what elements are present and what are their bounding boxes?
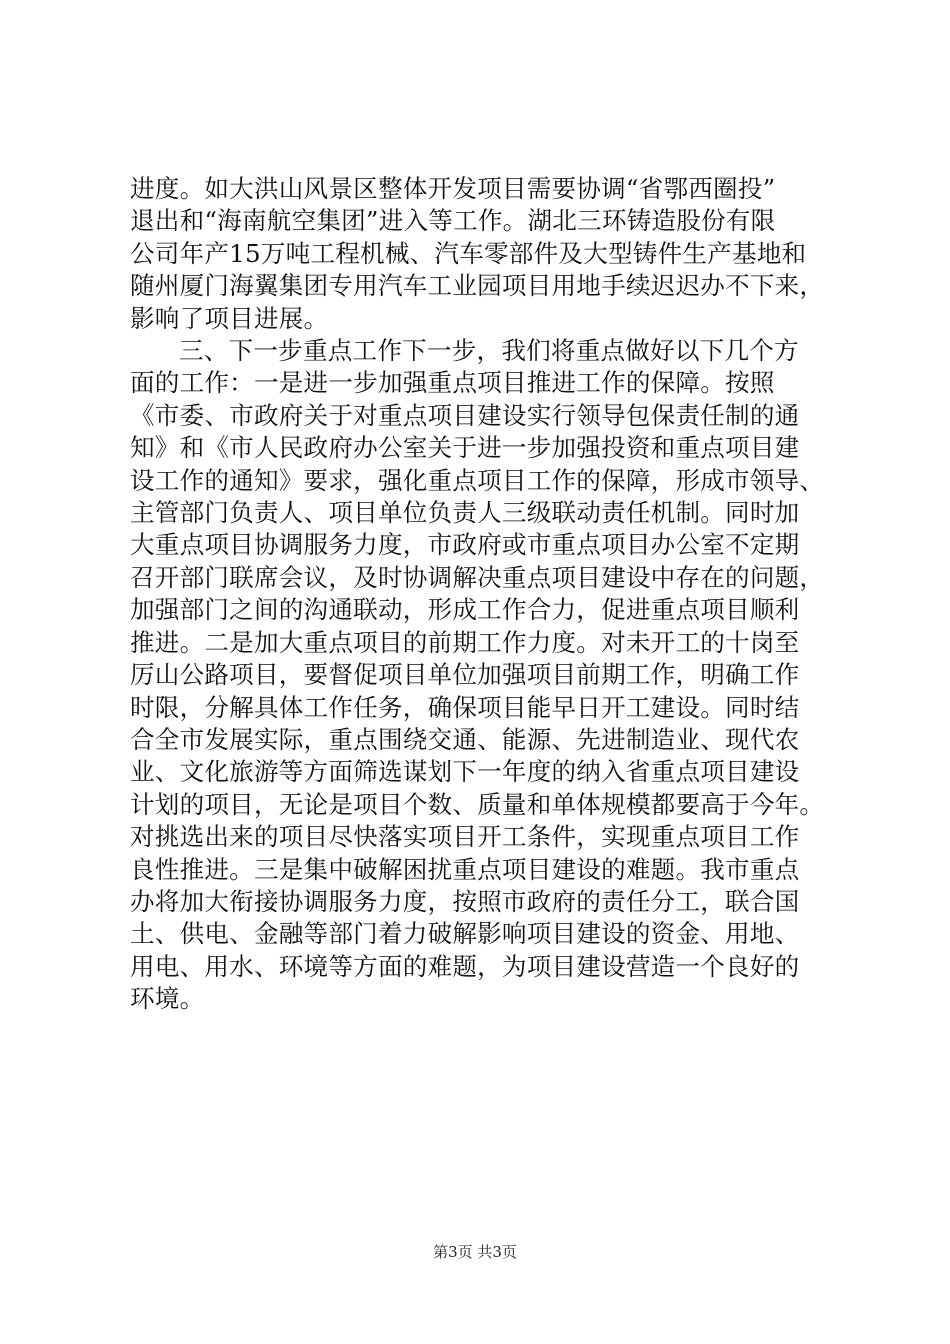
text-line: 召开部门联席会议，及时协调解决重点项目建设中存在的问题， — [130, 562, 825, 592]
text-line: 影响了项目进展。 — [130, 303, 329, 333]
page-footer: 第3页 共3页 — [433, 1243, 517, 1261]
text-line: 推进。二是加大重点项目的前期工作力度。对未开工的十岗至 — [130, 627, 800, 657]
text-line: 知》和《市人民政府办公室关于进一步加强投资和重点项目建 — [130, 433, 800, 463]
text-line: 公司年产15万吨工程机械、汽车零部件及大型铸件生产基地和 — [130, 238, 807, 268]
text-line: 办将加大衔接协调服务力度，按照市政府的责任分工，联合国 — [130, 886, 800, 916]
text-line: 《市委、市政府关于对重点项目建设实行领导包保责任制的通 — [130, 400, 800, 430]
text-line: 厉山公路项目，要督促项目单位加强项目前期工作，明确工作 — [130, 660, 800, 690]
text-line: 良性推进。三是集中破解困扰重点项目建设的难题。我市重点 — [130, 854, 800, 884]
text-line: 加强部门之间的沟通联动，形成工作合力，促进重点项目顺利 — [130, 595, 800, 625]
body-text — [130, 173, 830, 1016]
text-line: 大重点项目协调服务力度，市政府或市重点项目办公室不定期 — [130, 530, 800, 560]
text-line: 环境。 — [130, 984, 205, 1014]
text-line: 面的工作：一是进一步加强重点项目推进工作的保障。按照 — [130, 368, 775, 398]
text-line: 随州厦门海翼集团专用汽车工业园项目用地手续迟迟办不下来， — [130, 271, 825, 301]
text-line: 业、文化旅游等方面筛选谋划下一年度的纳入省重点项目建设 — [130, 757, 800, 787]
text-line: 用电、用水、环境等方面的难题，为项目建设营造一个良好的 — [130, 951, 800, 981]
text-line: 合全市发展实际，重点围绕交通、能源、先进制造业、现代农 — [130, 724, 800, 754]
text-line: 退出和“海南航空集团”进入等工作。湖北三环铸造股份有限 — [130, 206, 776, 236]
text-line: 土、供电、金融等部门着力破解影响项目建设的资金、用地、 — [130, 919, 800, 949]
text-line: 主管部门负责人、项目单位负责人三级联动责任机制。同时加 — [130, 498, 800, 528]
paragraph-start-line: 三、下一步重点工作下一步，我们将重点做好以下几个方 — [179, 336, 799, 366]
text-line: 进度。如大洪山风景区整体开发项目需要协调“省鄂西圈投” — [130, 174, 776, 203]
text-line: 对挑选出来的项目尽快落实项目开工条件，实现重点项目工作 — [130, 822, 800, 852]
text-line: 时限，分解具体工作任务，确保项目能早日开工建设。同时结 — [130, 692, 800, 722]
text-line: 设工作的通知》要求，强化重点项目工作的保障，形成市领导、 — [130, 465, 825, 495]
text-line: 计划的项目，无论是项目个数、质量和单体规模都要高于今年。 — [130, 789, 825, 819]
